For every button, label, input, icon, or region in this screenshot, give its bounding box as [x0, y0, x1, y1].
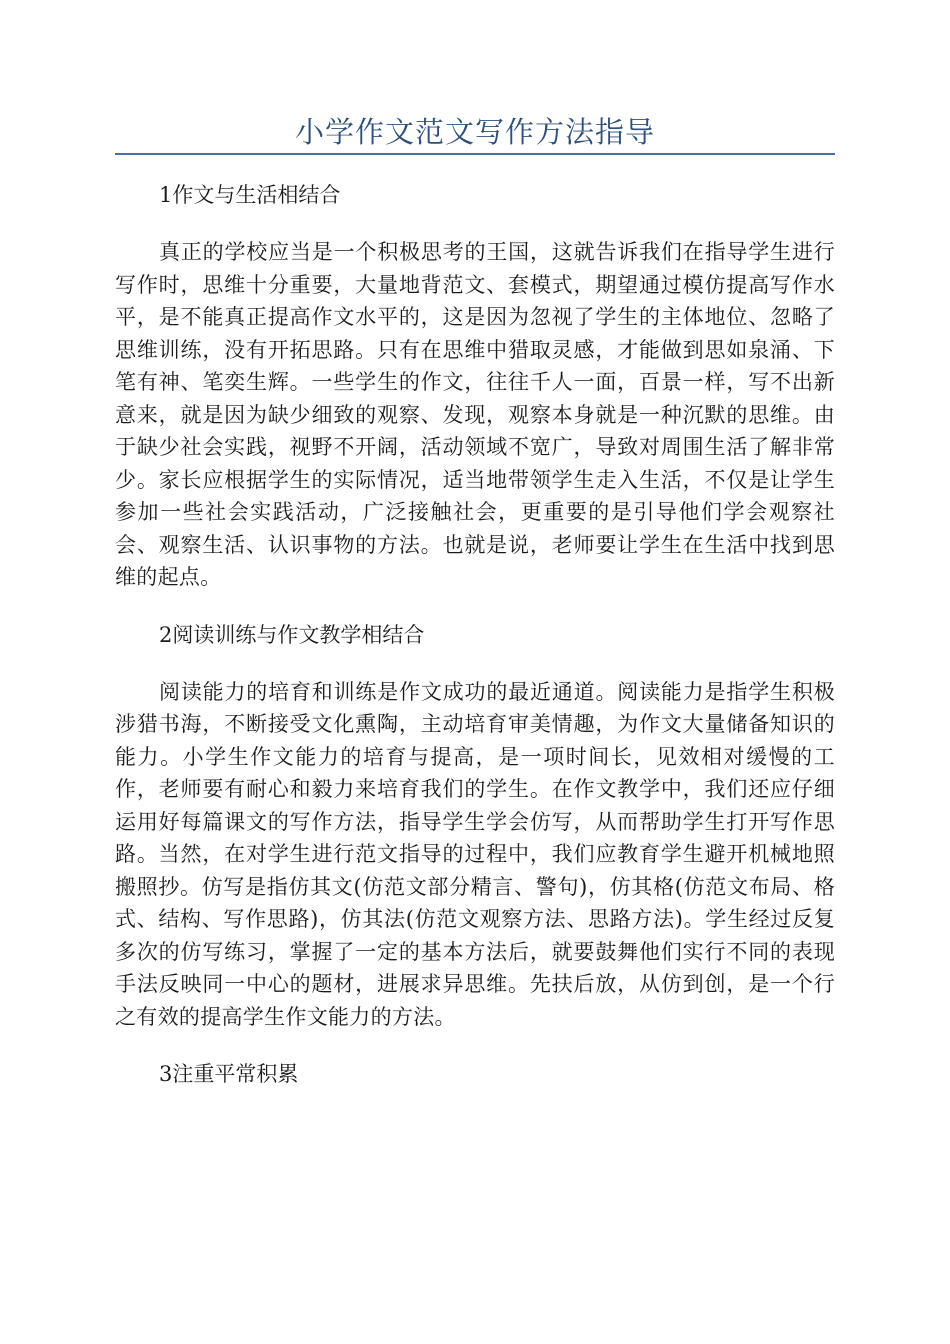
section-paragraph-1: 真正的学校应当是一个积极思考的王国，这就告诉我们在指导学生进行写作时，思维十分重要，大量地背范文、套模式，期望通过模仿提高写作水平，是不能真正提高作文水平的，这是因为忽视了学生的主体地位、忽略了思维训练，没有开拓思路。只有在思维中猎取灵感，才能做到思如泉涌、下笔有神、笔奕生辉。一些学生的作文，往往千人一面，百景一样，写不出新意来，就是因为缺少细致的观察、发现，观察本身就是一种沉默的思维。由于缺少社会实践，视野不开阔，活动领域不宽广，导致对周围生活了解非常少。家长应根据学生的实际情况，适当地带领学生走入生活，不仅是让学生参加一些社会实践活动，广泛接触社会，更重要的是引导他们学会观察社会、观察生活、认识事物的方法。也就是说，老师要让学生在生活中找到思维的起点。 [115, 240, 835, 589]
document-title: 小学作文范文写作方法指导 [294, 115, 655, 149]
section-heading-1: 1作文与生活相结合 [159, 183, 341, 207]
section-heading-2: 2阅读训练与作文教学相结合 [159, 622, 425, 647]
document-body [115, 176, 835, 1115]
title-underline [115, 153, 835, 155]
section-heading-3: 3注重平常积累 [159, 1062, 299, 1086]
section-paragraph-2: 阅读能力的培育和训练是作文成功的最近通道。阅读能力是指学生积极涉猎书海，不断接受文化熏陶，主动培育审美情趣，为作文大量储备知识的能力。小学生作文能力的培育与提高，是一项时间长，见效相对缓慢的工作，老师要有耐心和毅力来培育我们的学生。在作文教学中，我们还应仔细运用好每篇课文的写作方法，指导学生学会仿写，从而帮助学生打开写作思路。当然，在对学生进行范文指导的过程中，我们应教育学生避开机械地照搬照抄。仿写是指仿其文(仿范文部分精言、警句)，仿其格(仿范文布局、格式、结构、写作思路)，仿其法(仿范文观察方法、思路方法)。学生经过反复多次的仿写练习，掌握了一定的基本方法后，就要鼓舞他们实行不同的表现手法反映同一中心的题材，进展求异思维。先扶后放，从仿到创，是一个行之有效的提高学生作文能力的方法。 [115, 679, 835, 1029]
